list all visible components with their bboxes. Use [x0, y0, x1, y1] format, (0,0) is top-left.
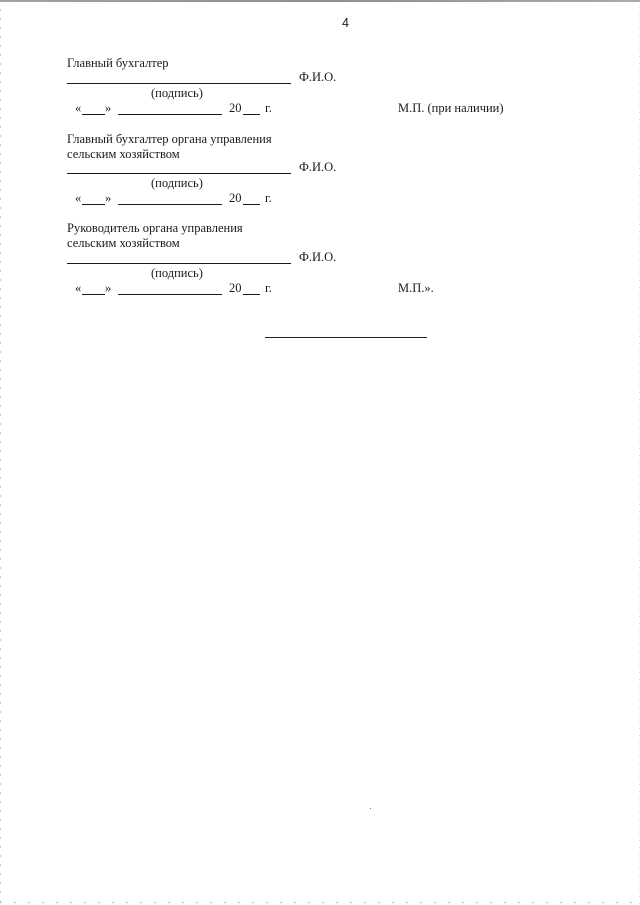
date-day-line: [82, 114, 105, 115]
signature-line: [67, 83, 291, 84]
scan-top-edge: [0, 0, 640, 2]
block-title-line: Руководитель органа управления: [67, 221, 243, 235]
date-year-prefix: 20: [229, 281, 242, 295]
date-year-suffix: г.: [265, 281, 272, 295]
date-close-quote: »: [105, 191, 112, 205]
date-month-line: [118, 294, 222, 295]
signature-caption: (подпись): [151, 86, 203, 100]
scan-speck: [370, 808, 371, 809]
date-year-prefix: 20: [229, 191, 242, 205]
date-year-suffix: г.: [265, 101, 272, 115]
signature-caption: (подпись): [151, 266, 203, 280]
fio-label: Ф.И.О.: [299, 70, 337, 84]
fio-label: Ф.И.О.: [299, 250, 337, 264]
block-title-line: Главный бухгалтер органа управления: [67, 132, 272, 146]
fio-label: Ф.И.О.: [299, 160, 337, 174]
block-title-line: Главный бухгалтер: [67, 56, 169, 70]
date-open-quote: «: [75, 101, 82, 115]
signature-line: [67, 263, 291, 264]
date-year-line: [243, 294, 260, 295]
date-open-quote: «: [75, 191, 82, 205]
date-year-line: [243, 204, 260, 205]
date-month-line: [118, 204, 222, 205]
date-close-quote: »: [105, 281, 112, 295]
scan-left-edge: [0, 0, 1, 905]
date-open-quote: «: [75, 281, 82, 295]
date-year-prefix: 20: [229, 101, 242, 115]
signature-caption: (подпись): [151, 176, 203, 190]
block-title-line: сельским хозяйством: [67, 236, 180, 250]
date-day-line: [82, 204, 105, 205]
date-close-quote: »: [105, 101, 112, 115]
scan-bottom-edge: [0, 902, 640, 903]
stamp-label: М.П.».: [398, 281, 434, 295]
stamp-label: М.П. (при наличии): [398, 101, 504, 115]
date-month-line: [118, 114, 222, 115]
date-day-line: [82, 294, 105, 295]
date-year-line: [243, 114, 260, 115]
block-title-line: сельским хозяйством: [67, 147, 180, 161]
signature-line: [67, 173, 291, 174]
date-year-suffix: г.: [265, 191, 272, 205]
page-number: 4: [342, 16, 349, 30]
closing-separator-line: [265, 337, 427, 338]
